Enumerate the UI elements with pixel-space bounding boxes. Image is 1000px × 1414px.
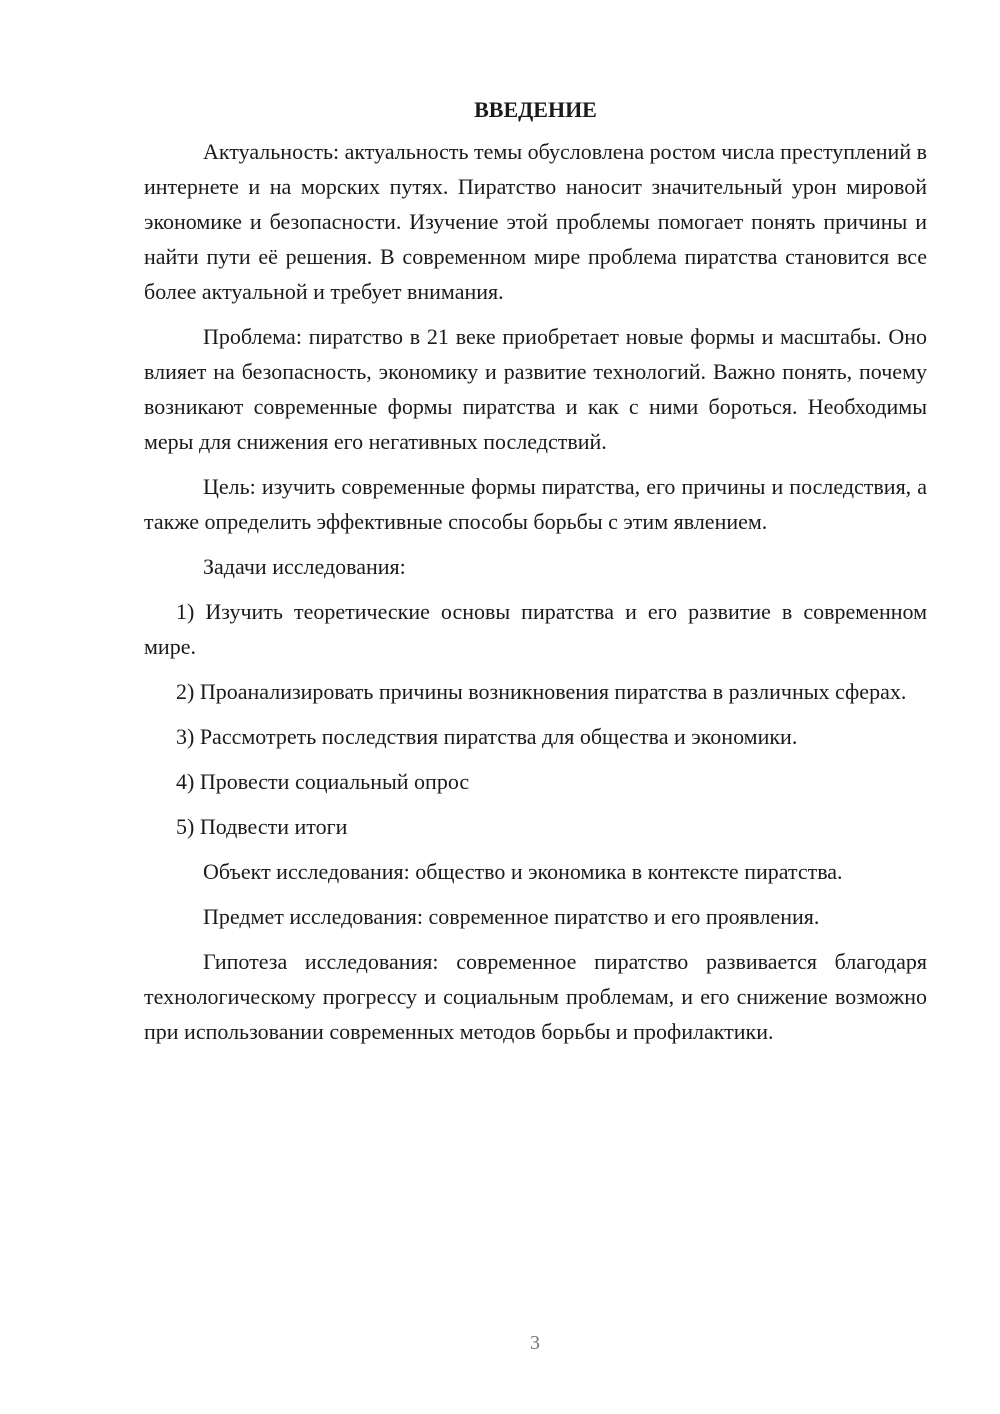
document-body <box>144 92 927 1049</box>
paragraph-hypothesis: Гипотеза исследования: современное пиратство развивается благодаря технологическому прогрессу и социальным проблемам, и его снижение возможно при использовании современных методов борьбы и профилактики. <box>144 949 927 1044</box>
task-item-2: 2) Проанализировать причины возникновения пиратства в различных сферах. <box>176 679 907 704</box>
paragraph-relevance: Актуальность: актуальность темы обусловлена ростом числа преступлений в интернете и на морских путях. Пиратство наносит значительный урон мировой экономике и безопасности. Изучение этой проблемы помогает понять причины и найти пути её решения. В современном мире проблема пиратства становится все более актуальной и требует внимания. <box>144 139 927 304</box>
page-number: 3 <box>530 1332 540 1354</box>
task-item-4: 4) Провести социальный опрос <box>176 769 470 794</box>
paragraph-tasks-heading: Задачи исследования: <box>203 554 406 579</box>
paragraph-object: Объект исследования: общество и экономика в контексте пиратства. <box>203 859 843 884</box>
paragraph-problem: Проблема: пиратство в 21 веке приобретает новые формы и масштабы. Оно влияет на безопасность, экономику и развитие технологий. Важно понять, почему возникают современные формы пиратства и как с ними бороться. Необходимы меры для снижения его негативных последствий. <box>144 324 927 454</box>
task-item-3: 3) Рассмотреть последствия пиратства для общества и экономики. <box>176 724 798 749</box>
paragraph-subject: Предмет исследования: современное пиратство и его проявления. <box>203 904 820 929</box>
task-item-1: 1) Изучить теоретические основы пиратства и его развитие в современном мире. <box>144 599 927 659</box>
page-title: ВВЕДЕНИЕ <box>474 97 597 122</box>
task-item-5: 5) Подвести итоги <box>176 814 348 839</box>
paragraph-goal: Цель: изучить современные формы пиратства, его причины и последствия, а также определить эффективные способы борьбы с этим явлением. <box>144 474 927 534</box>
